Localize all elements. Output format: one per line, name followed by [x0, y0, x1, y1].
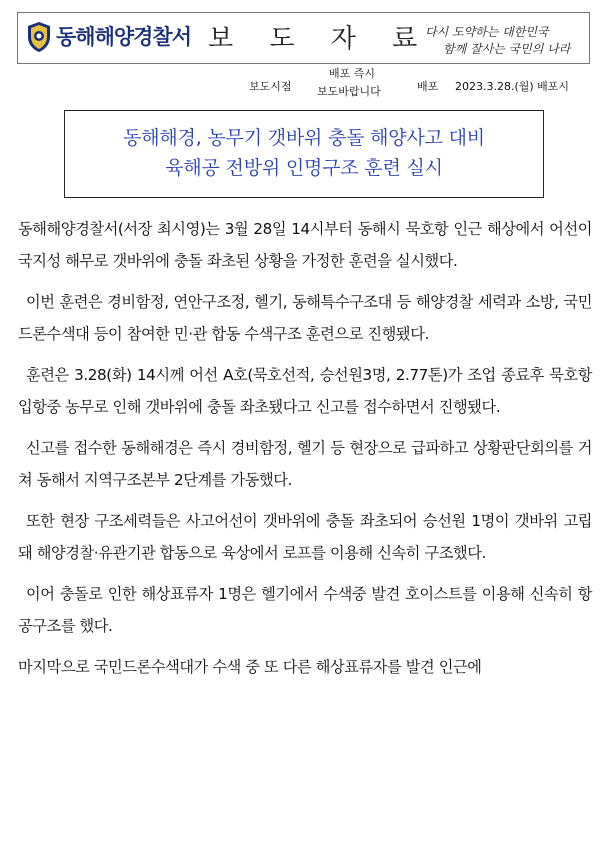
- release-time-value-1: 배포 즉시: [329, 67, 376, 80]
- paragraph: 신고를 접수한 동해해경은 즉시 경비함정, 헬기 등 현장으로 급파하고 상황판단회의를 거쳐 동해서 지역구조본부 2단계를 가동했다.: [18, 439, 592, 489]
- release-time-value-2: 보도바랍니다: [317, 85, 381, 98]
- headline-line-2: 육해공 전방위 인명구조 훈련 실시: [165, 157, 443, 179]
- release-info: [17, 64, 590, 104]
- release-time-label: 보도시점: [249, 80, 292, 93]
- headline-line-1: 동해해경, 농무기 갯바위 충돌 해양사고 대비: [123, 127, 485, 149]
- paragraph: 마지막으로 국민드론수색대가 수색 중 또 다른 해상표류자를 발견 인근에: [18, 658, 482, 676]
- distribution-label: 배포: [417, 80, 439, 93]
- org-name: 동해해양경찰서: [56, 25, 192, 49]
- slogan: [421, 21, 581, 57]
- paragraph: 이번 훈련은 경비함정, 연안구조정, 헬기, 동해특수구조대 등 해양경찰 세력과 소방, 국민드론수색대 등이 참여한 민·관 합동 수색구조 훈련으로 진행됐다.: [18, 293, 592, 343]
- letterhead: [17, 12, 590, 64]
- org-logo: [26, 21, 191, 53]
- paragraph: 이어 충돌로 인한 해상표류자 1명은 헬기에서 수색중 발견 호이스트를 이용해 신속히 항공구조를 했다.: [18, 585, 592, 635]
- distribution-date: 2023.3.28.(월) 배포시: [455, 80, 570, 93]
- document-title: 보 도 자 료: [208, 24, 432, 54]
- paragraph: 또한 현장 구조세력들은 사고어선이 갯바위에 충돌 좌초되어 승선원 1명이 갯바위 고립돼 해양경찰·유관기관 합동으로 육상에서 로프를 이용해 신속히 구조했다.: [18, 512, 592, 562]
- slogan-line-1: 다시 도약하는 대한민국: [425, 25, 549, 39]
- article-body: [18, 214, 592, 694]
- paragraph: 동해해양경찰서(서장 최시영)는 3월 28일 14시부터 동해시 묵호항 인근 해상에서 어선이 국지성 해무로 갯바위에 충돌 좌초된 상황을 가정한 훈련을 실시했다.: [18, 220, 592, 270]
- paragraph: 훈련은 3.28(화) 14시께 어선 A호(묵호선적, 승선원3명, 2.77톤)가 조업 종료후 묵호항 입항중 농무로 인해 갯바위에 충돌 좌초됐다고 신고를 접수하면서 진행됐다.: [18, 366, 592, 416]
- police-emblem-icon: [26, 21, 52, 53]
- headline-box: [64, 110, 544, 198]
- slogan-line-2: 함께 잘사는 국민의 나라: [443, 42, 571, 56]
